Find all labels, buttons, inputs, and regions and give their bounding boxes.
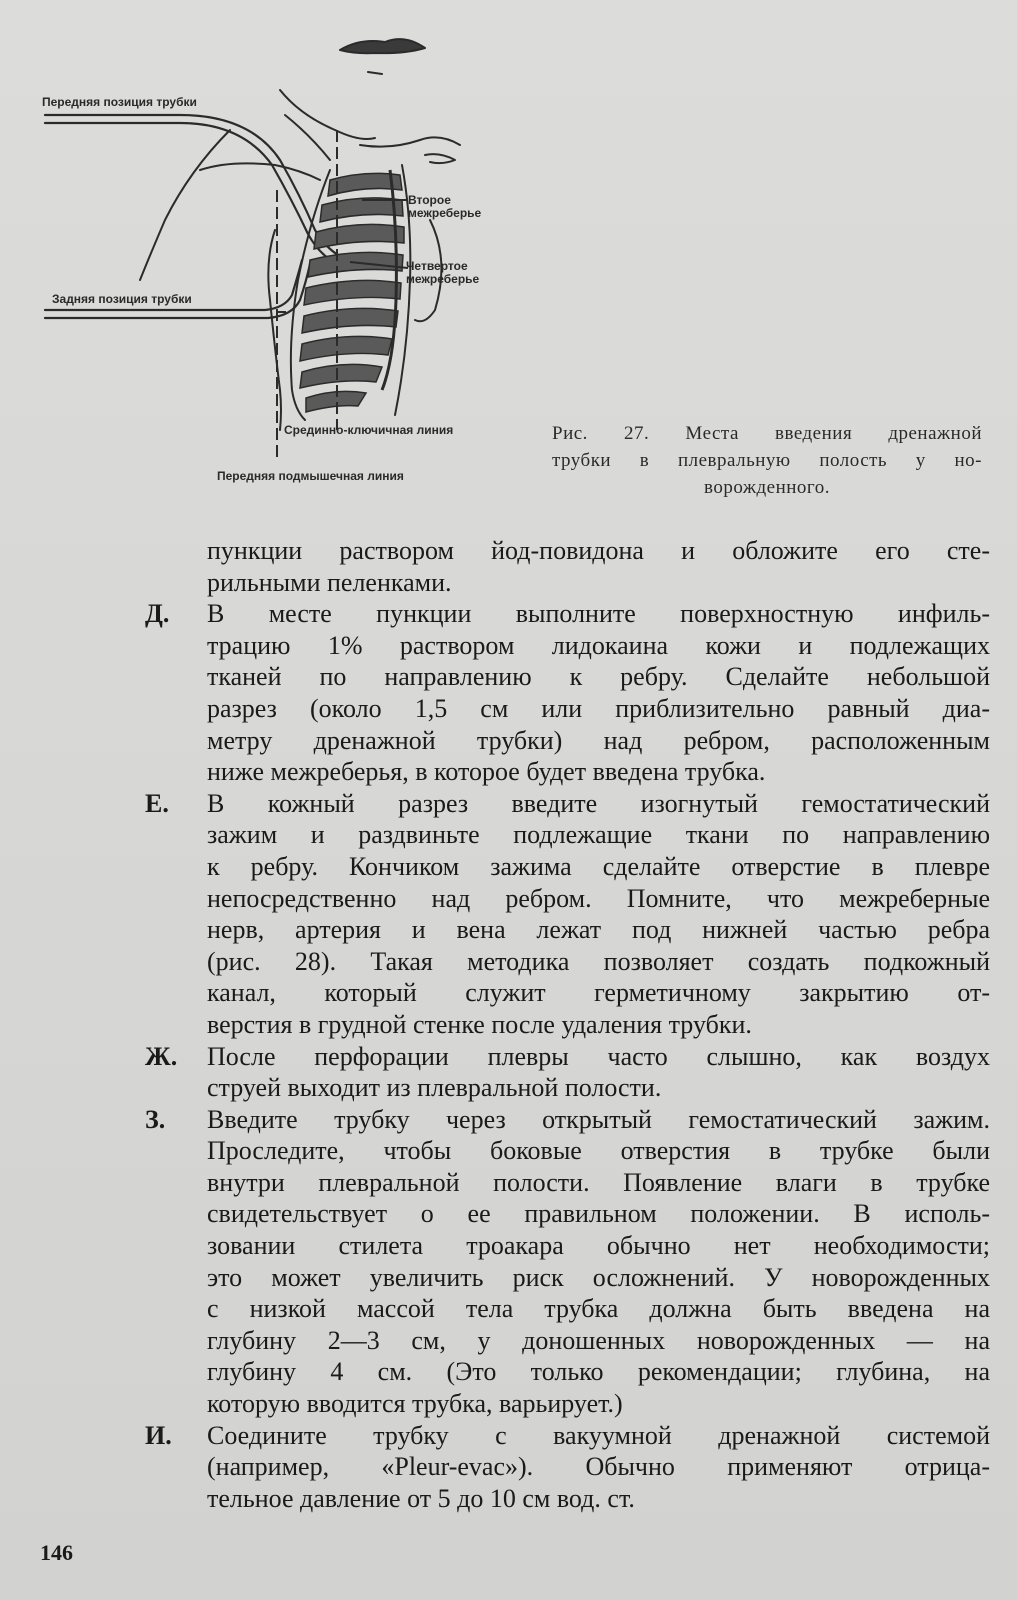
label-anterior-axillary-line: Передняя подмышечная линия [217, 469, 404, 483]
text-line: глубину 4 см. (Это только рекомендации; глубина, на [207, 1357, 990, 1387]
text-line: это может увеличить риск осложнений. У новорожденных [207, 1262, 990, 1292]
page-number: 146 [40, 1540, 73, 1565]
caption-line: трубки в плевральную полость у но- [552, 450, 982, 471]
text-line: нерв, артерия и вена лежат под нижней частью ребра [207, 915, 990, 945]
label-second-intercostal-line-1: Второе [408, 193, 451, 207]
step-text [207, 1041, 990, 1104]
label-midclavicular-line: Срединно-ключичная линия [284, 423, 454, 437]
text-line: ниже межреберья, в которое будет введена трубка. [207, 757, 766, 787]
label-anterior-tube: Передняя позиция трубки [42, 95, 197, 109]
text-line: (например, «Pleur-evac»). Обычно применяют отрица- [207, 1452, 990, 1482]
label-posterior-tube: Задняя позиция трубки [52, 292, 192, 306]
text-line: (рис. 28). Такая методика позволяет создать подкожный [207, 946, 990, 976]
arm-outline [268, 230, 281, 430]
text-line: струей выходит из плевральной полости. [207, 1073, 662, 1103]
body-text [145, 535, 990, 1514]
step-text [207, 1420, 990, 1515]
label-fourth-intercostal-line-2: межреберье [406, 272, 480, 286]
text-line: метру дренажной трубки) над ребром, расположенным [207, 725, 990, 755]
step-zh [145, 1041, 990, 1104]
text-line: зажим и раздвиньте подлежащие ткани по направлению [207, 820, 990, 850]
text-line: зовании стилета троакара обычно нет необходимости; [207, 1231, 990, 1261]
label-fourth-intercostal-line-1: Четвертое [406, 259, 468, 273]
text-line: разрез (около 1,5 см или приблизительно равный диа- [207, 693, 990, 723]
step-marker: Е. [145, 788, 169, 818]
step-marker: Д. [145, 599, 170, 629]
step-z [145, 1104, 990, 1420]
step-i [145, 1420, 990, 1515]
neck-outline [280, 90, 375, 139]
text-line: Проследите, чтобы боковые отверстия в трубке были [207, 1136, 990, 1166]
step-d [145, 598, 990, 788]
text-line: рильными пеленками. [207, 567, 452, 597]
text-line: к ребру. Кончиком зажима сделайте отверстие в плевре [207, 851, 990, 881]
intro-paragraph [207, 535, 990, 598]
text-line: внутри плевральной полости. Появление влаги в трубке [207, 1167, 990, 1197]
shoulder-outline [140, 130, 230, 280]
label-fourth-intercostal [406, 260, 479, 286]
step-text [207, 788, 990, 1041]
chin-outline [340, 39, 425, 53]
step-e [145, 788, 990, 1041]
text-line: которую вводится трубка, варьирует.) [207, 1389, 623, 1419]
step-text [207, 1104, 990, 1420]
text-line: Введите трубку через открытый гемостатический зажим. [207, 1104, 990, 1134]
text-line: Соедините трубку с вакуумной дренажной системой [207, 1420, 990, 1450]
step-marker: Ж. [145, 1041, 178, 1071]
text-line: канал, который служит герметичному закрытию от- [207, 978, 990, 1008]
text-line: пункции раствором йод-повидона и обложите его сте- [207, 536, 990, 565]
step-marker: З. [145, 1104, 166, 1134]
text-line: с низкой массой тела трубка должна быть введена на [207, 1294, 990, 1324]
step-text [207, 598, 990, 788]
text-line: тканей по направлению к ребру. Сделайте небольшой [207, 662, 990, 692]
text-line: тельное давление от 5 до 10 см вод. ст. [207, 1483, 635, 1513]
step-marker: И. [145, 1420, 172, 1450]
figure-caption [552, 420, 982, 501]
text-line: После перфорации плевры часто слышно, как воздух [207, 1041, 990, 1071]
text-line: В кожный разрез введите изогнутый гемостатический [207, 788, 990, 818]
figure-27 [30, 20, 550, 500]
text-line: трацию 1% раствором лидокаина кожи и подлежащих [207, 630, 990, 660]
label-second-intercostal [408, 194, 481, 220]
anterior-tube [45, 115, 360, 260]
text-line: В месте пункции выполните поверхностную инфиль- [207, 599, 990, 629]
text-line: глубину 2—3 см, у доношенных новорожденных — на [207, 1325, 990, 1355]
text-line: верстия в грудной стенке после удаления трубки. [207, 1009, 752, 1039]
caption-line: Рис. 27. Места введения дренажной [552, 423, 982, 444]
caption-line: ворожденного. [703, 477, 830, 498]
label-second-intercostal-line-2: межреберье [408, 206, 482, 220]
text-line: непосредственно над ребром. Помните, что межреберные [207, 883, 990, 913]
text-line: свидетельствует о ее правильном положении. В исполь- [207, 1199, 990, 1229]
